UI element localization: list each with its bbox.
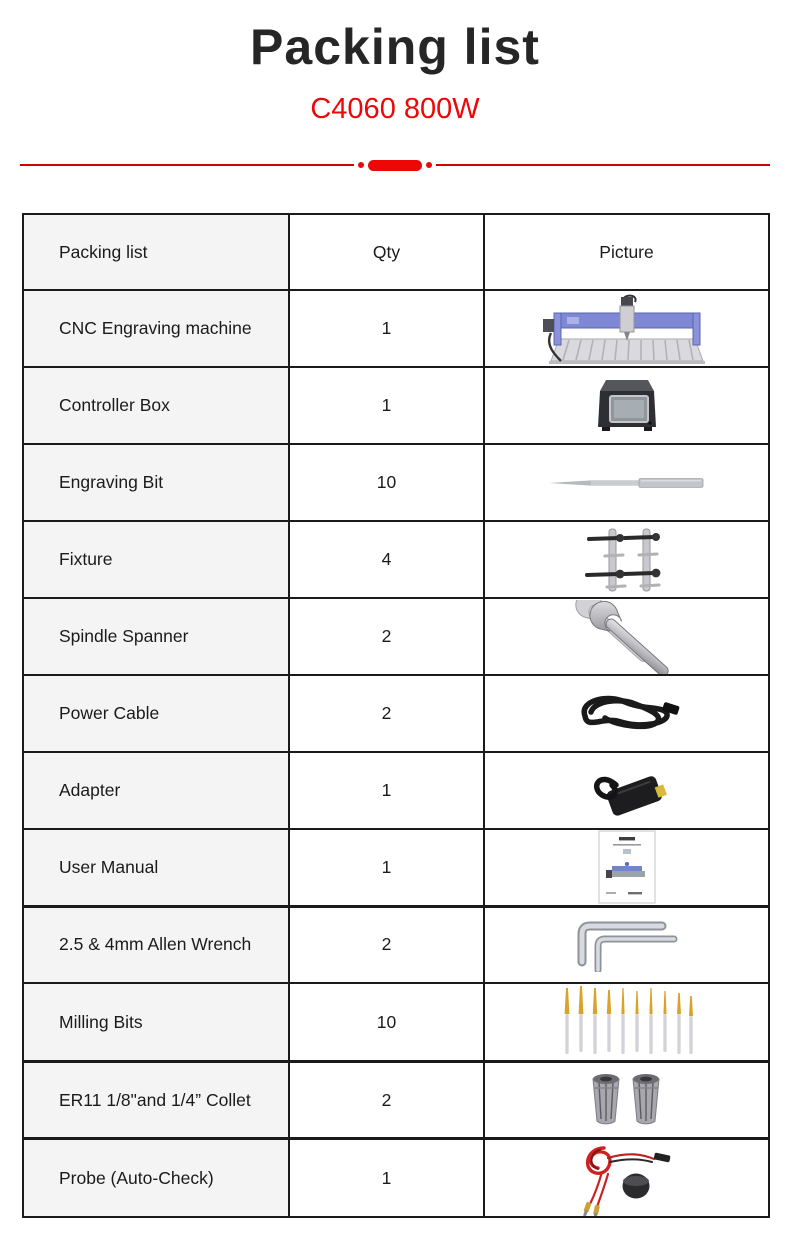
divider-dot-left	[358, 162, 364, 168]
table-row	[23, 1062, 769, 1139]
item-label: 2.5 & 4mm Allen Wrench	[23, 906, 289, 983]
item-label: Power Cable	[23, 675, 289, 752]
table-row	[23, 290, 769, 367]
cnc-engraving-machine-image	[541, 293, 713, 365]
table-row	[23, 752, 769, 829]
divider-dot-right	[426, 162, 432, 168]
table-row	[23, 829, 769, 906]
er11-collet-image	[583, 1069, 671, 1131]
item-label: Probe (Auto-Check)	[23, 1139, 289, 1218]
item-qty: 1	[289, 752, 484, 829]
probe-image	[570, 1140, 684, 1216]
item-label: Adapter	[23, 752, 289, 829]
item-qty: 10	[289, 444, 484, 521]
divider-line-left	[20, 164, 354, 166]
packing-list-table	[22, 213, 770, 1218]
item-qty: 4	[289, 521, 484, 598]
power-cable-image	[569, 686, 685, 742]
adapter-image	[582, 761, 672, 821]
item-qty: 2	[289, 598, 484, 675]
table-row	[23, 906, 769, 983]
item-qty: 1	[289, 829, 484, 906]
item-label: User Manual	[23, 829, 289, 906]
item-qty: 2	[289, 1062, 484, 1139]
spindle-spanner-image	[571, 600, 683, 674]
item-label: Spindle Spanner	[23, 598, 289, 675]
user-manual-image	[598, 830, 656, 904]
item-label: Controller Box	[23, 367, 289, 444]
item-qty: 10	[289, 983, 484, 1062]
table-row	[23, 675, 769, 752]
item-label: Fixture	[23, 521, 289, 598]
red-divider	[20, 159, 770, 171]
item-label: CNC Engraving machine	[23, 290, 289, 367]
table-row	[23, 367, 769, 444]
item-qty: 1	[289, 1139, 484, 1218]
page-title: Packing list	[250, 19, 540, 75]
table-row	[23, 983, 769, 1062]
table-row	[23, 444, 769, 521]
item-label: Engraving Bit	[23, 444, 289, 521]
page-subtitle: C4060 800W	[310, 93, 480, 125]
allen-wrench-image	[570, 918, 684, 972]
table-row	[23, 521, 769, 598]
item-qty: 1	[289, 367, 484, 444]
item-qty: 1	[289, 290, 484, 367]
item-qty: 2	[289, 906, 484, 983]
item-qty: 2	[289, 675, 484, 752]
column-header-qty: Qty	[289, 214, 484, 290]
divider-capsule	[368, 160, 422, 171]
table-header-row	[23, 214, 769, 290]
column-header-item: Packing list	[23, 214, 289, 290]
column-header-picture: Picture	[484, 214, 769, 290]
table-row	[23, 1139, 769, 1218]
table-row	[23, 598, 769, 675]
divider-line-right	[436, 164, 770, 166]
item-label: ER11 1/8"and 1/4” Collet	[23, 1062, 289, 1139]
engraving-bit-image	[547, 475, 707, 491]
item-label: Milling Bits	[23, 983, 289, 1062]
fixture-image	[579, 525, 675, 595]
controller-box-image	[590, 375, 664, 437]
milling-bits-image	[560, 984, 694, 1060]
